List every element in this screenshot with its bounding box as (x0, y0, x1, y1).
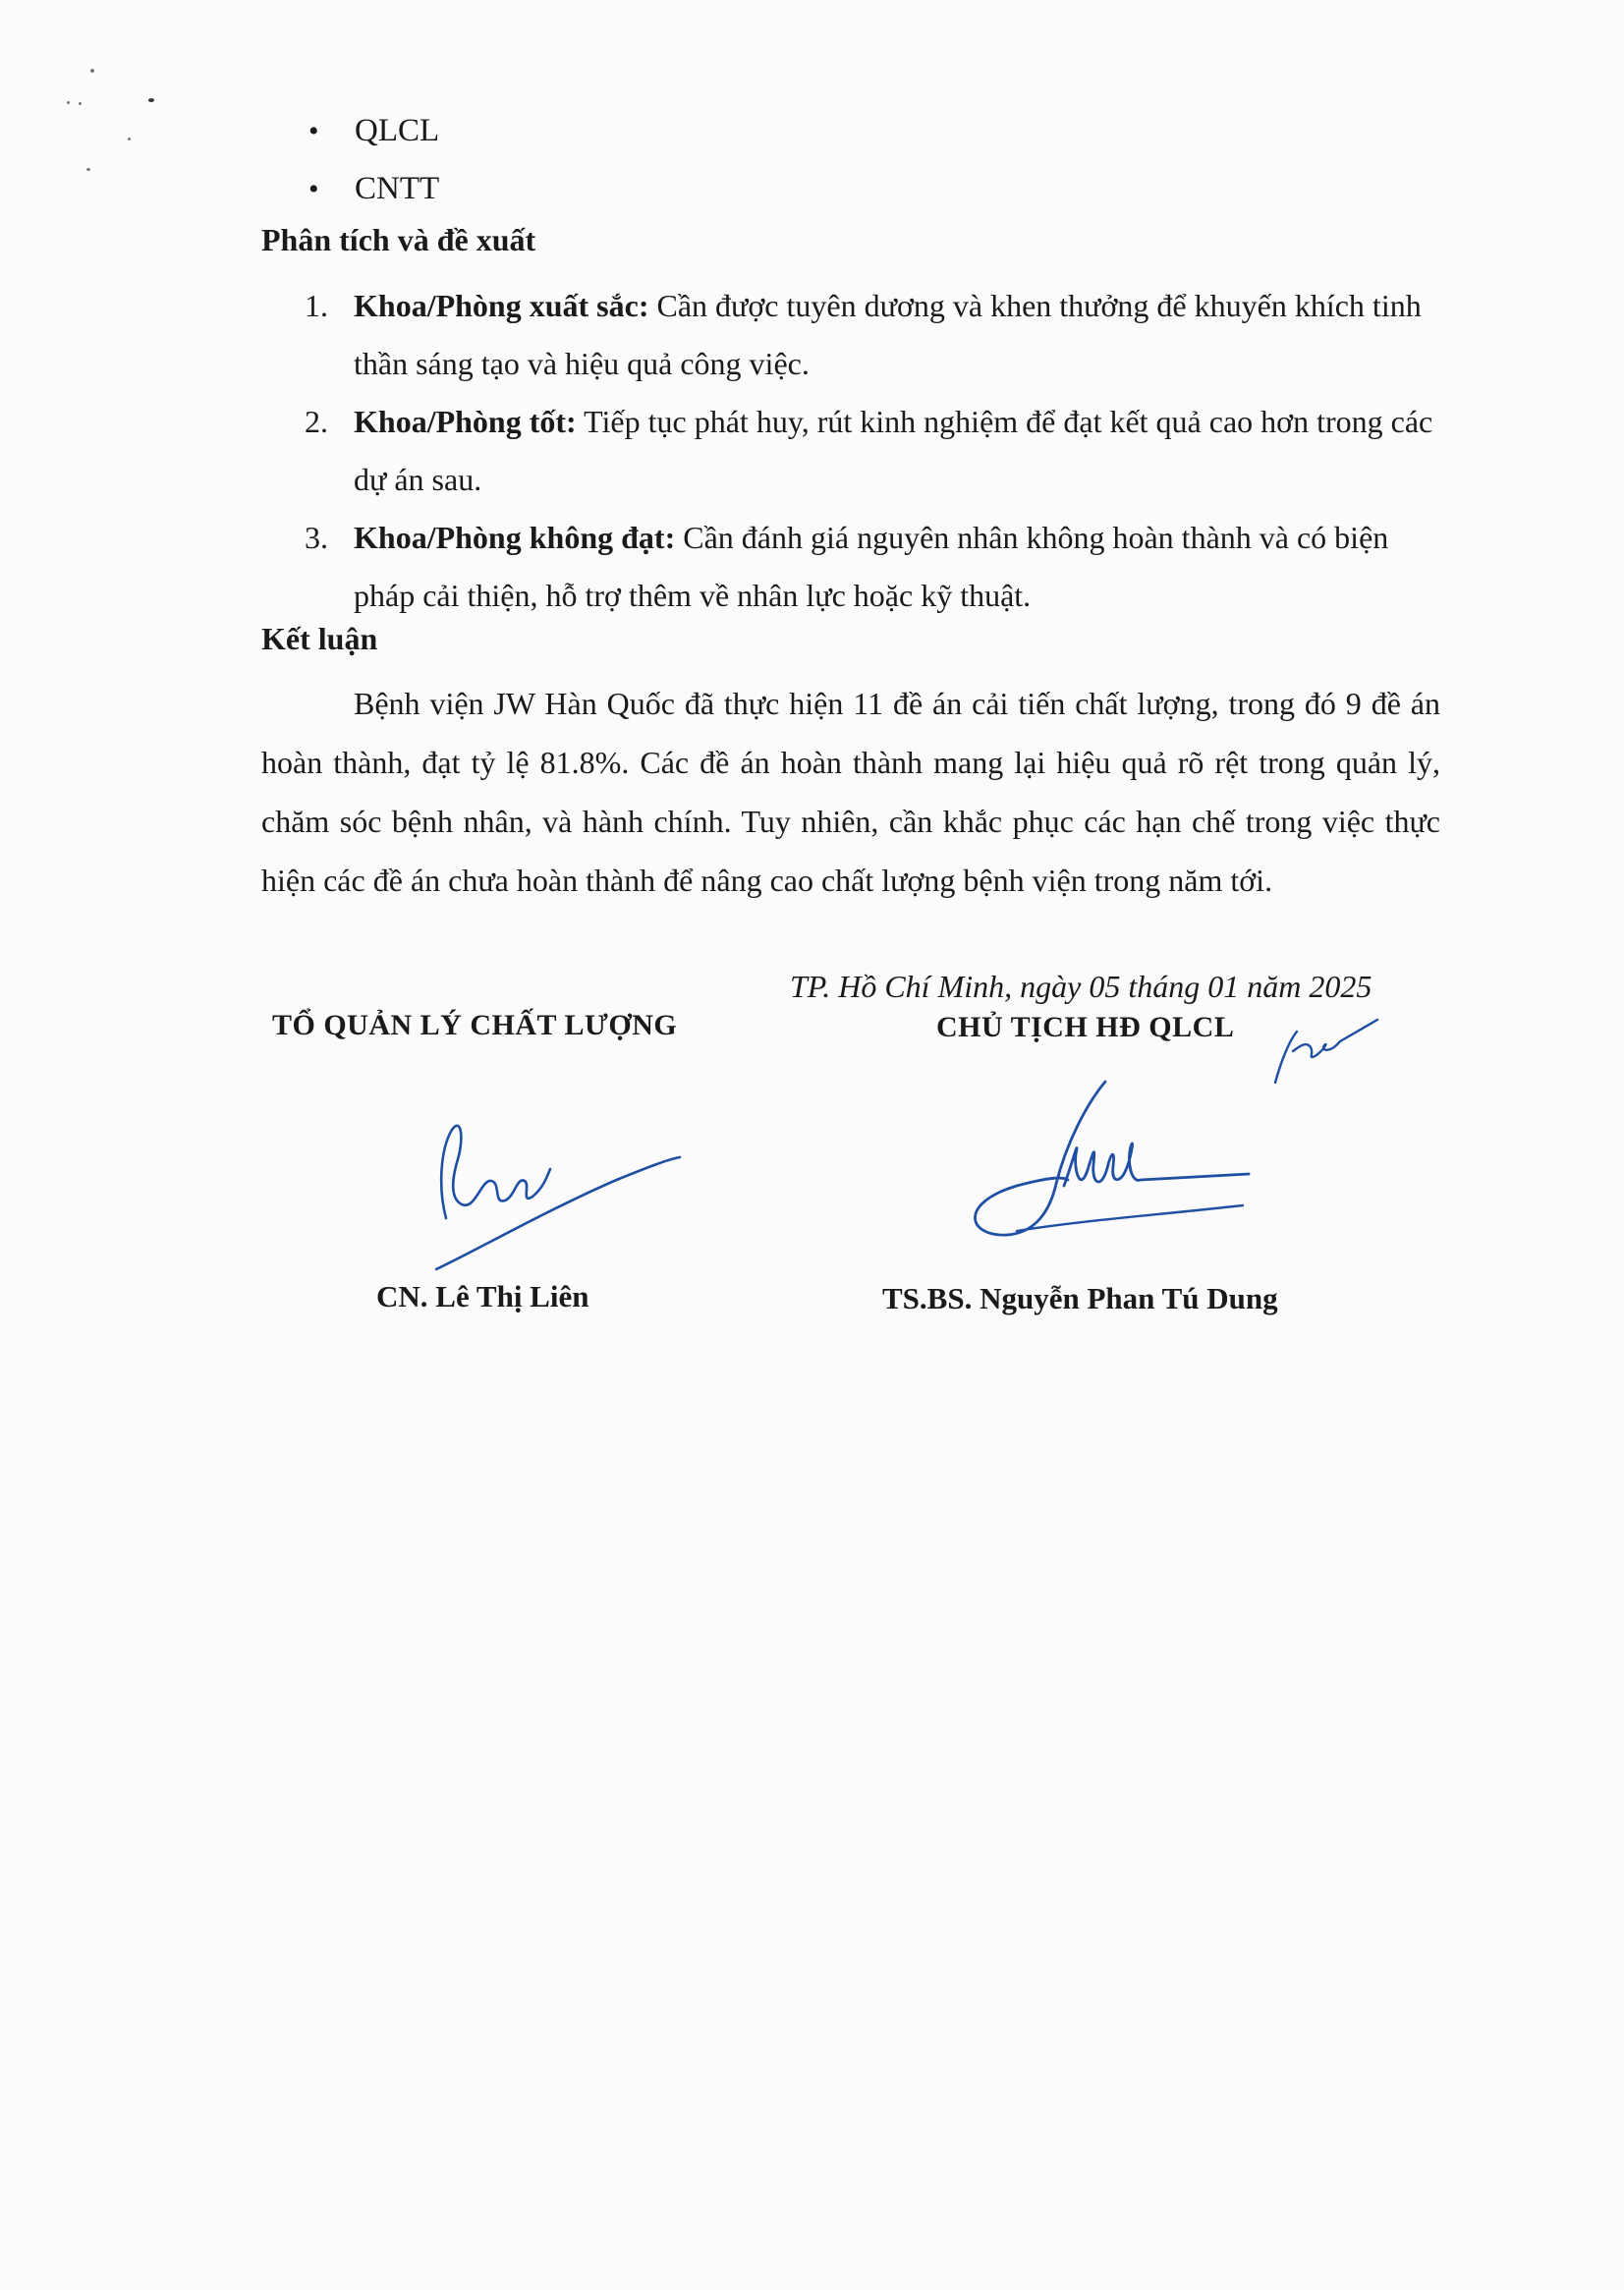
bullet-item: • QLCL (308, 102, 439, 160)
date-line: TP. Hồ Chí Minh, ngày 05 tháng 01 năm 2025 (790, 969, 1372, 1004)
analysis-item (295, 509, 1444, 625)
item-number: 3. (305, 520, 328, 555)
right-signature-icon (958, 1076, 1262, 1248)
conclusion-heading: Kết luận (261, 621, 378, 656)
item-label: Khoa/Phòng không đạt: (354, 520, 676, 555)
left-signer-name: CN. Lê Thị Liên (376, 1279, 589, 1313)
right-signer-title: CHỦ TỊCH HĐ QLCL (936, 1011, 1235, 1043)
scan-speck (90, 69, 94, 73)
item-text: Tiếp tục phát huy, rút kinh nghiệm để đạt kết quả cao hơn trong các dự án sau. (354, 404, 1433, 497)
analysis-list (295, 277, 1444, 625)
scan-speck (67, 101, 70, 104)
analysis-item (295, 393, 1444, 509)
left-signature-icon (422, 1110, 688, 1277)
scan-speck (148, 98, 154, 102)
item-label: Khoa/Phòng xuất sắc: (354, 288, 649, 323)
item-text: Cần được tuyên dương và khen thưởng để khuyến khích tinh thần sáng tạo và hiệu quả công việc. (354, 288, 1422, 381)
right-signer-name: TS.BS. Nguyễn Phan Tú Dung (882, 1281, 1278, 1315)
analysis-heading: Phân tích và đề xuất (261, 222, 536, 257)
item-text: Cần đánh giá nguyên nhân không hoàn thành và có biện pháp cải thiện, hỗ trợ thêm về nhân lực hoặc kỹ thuật. (354, 520, 1389, 613)
item-number: 2. (305, 404, 328, 439)
initials-signature-icon (1267, 1012, 1385, 1090)
department-bullet-list (308, 102, 439, 218)
scan-speck (128, 138, 131, 140)
left-signer-title: TỔ QUẢN LÝ CHẤT LƯỢNG (272, 1009, 678, 1041)
scan-speck (79, 102, 82, 105)
conclusion-paragraph: Bệnh viện JW Hàn Quốc đã thực hiện 11 đề án cải tiến chất lượng, trong đó 9 đề án hoàn thành, đạt tỷ lệ 81.8%. Các đề án hoàn thành mang lại hiệu quả rõ rệt trong quản lý, chăm sóc bệnh nhân, và hành chính. Tuy nhiên, cần khắc phục các hạn chế trong việc thực hiện các đề án chưa hoàn thành để nâng cao chất lượng bệnh viện trong năm tới. (261, 686, 1440, 898)
bullet-item: • CNTT (308, 160, 439, 218)
scan-speck (86, 168, 90, 171)
analysis-item (295, 277, 1444, 393)
item-label: Khoa/Phòng tốt: (354, 404, 577, 439)
item-number: 1. (305, 288, 328, 323)
